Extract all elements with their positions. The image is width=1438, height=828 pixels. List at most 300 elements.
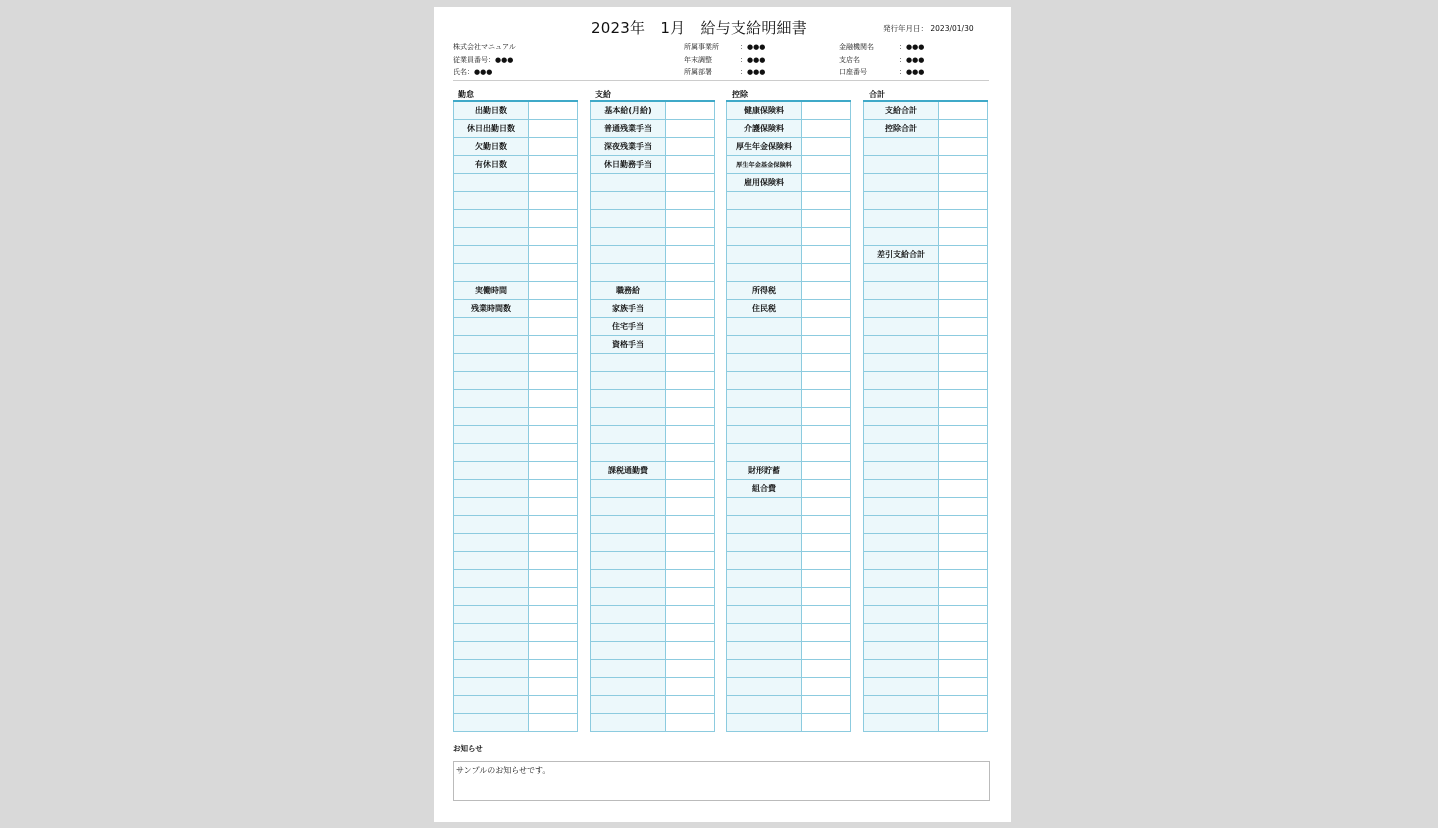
- table-row: [590, 336, 715, 354]
- row-label: [590, 372, 666, 389]
- row-value-cell[interactable]: [939, 318, 988, 335]
- table-row: [863, 318, 988, 336]
- row-label: [726, 210, 802, 227]
- row-label: [590, 444, 666, 461]
- table-row: [590, 174, 715, 192]
- row-label: [863, 696, 939, 713]
- row-value-cell[interactable]: [802, 408, 851, 425]
- row-value-cell[interactable]: [529, 318, 578, 335]
- row-value-cell[interactable]: [939, 426, 988, 443]
- row-label: [863, 282, 939, 299]
- row-value-cell[interactable]: [666, 426, 715, 443]
- table-row: [453, 714, 578, 732]
- row-value-cell[interactable]: [802, 336, 851, 353]
- row-label: [590, 714, 666, 731]
- table-row: [863, 588, 988, 606]
- table-row: [726, 444, 851, 462]
- table-row: [590, 264, 715, 282]
- table-row: [590, 570, 715, 588]
- table-row: [726, 102, 851, 120]
- row-label: [726, 588, 802, 605]
- table-row: [590, 444, 715, 462]
- table-row: [590, 228, 715, 246]
- row-value-cell[interactable]: [666, 120, 715, 137]
- row-label: [863, 210, 939, 227]
- row-label: [590, 498, 666, 515]
- row-value-cell[interactable]: [666, 606, 715, 623]
- row-value-cell[interactable]: [939, 210, 988, 227]
- table-row: [453, 138, 578, 156]
- table-row: [590, 138, 715, 156]
- row-label: [453, 210, 529, 227]
- table-row: [590, 678, 715, 696]
- table-row: [726, 246, 851, 264]
- row-value-cell[interactable]: [666, 534, 715, 551]
- row-label: [726, 714, 802, 731]
- row-label: [726, 498, 802, 515]
- row-label: 深夜残業手当: [590, 138, 666, 155]
- row-value-cell[interactable]: [939, 570, 988, 587]
- row-value-cell[interactable]: [939, 336, 988, 353]
- row-value-cell[interactable]: [802, 120, 851, 137]
- row-value-cell[interactable]: [666, 624, 715, 641]
- row-label: [726, 534, 802, 551]
- row-label: 有休日数: [453, 156, 529, 173]
- row-value-cell[interactable]: [802, 156, 851, 173]
- row-value-cell[interactable]: [939, 390, 988, 407]
- section-payment-label: 支給: [595, 90, 611, 99]
- row-value-cell[interactable]: [939, 498, 988, 515]
- table-row: [590, 192, 715, 210]
- row-label: [863, 174, 939, 191]
- row-label: [590, 390, 666, 407]
- row-value-cell[interactable]: [666, 264, 715, 281]
- row-label: [453, 498, 529, 515]
- table-row: [726, 264, 851, 282]
- table-row: [590, 390, 715, 408]
- row-value-cell[interactable]: [529, 660, 578, 677]
- row-value-cell[interactable]: [802, 192, 851, 209]
- row-value-cell[interactable]: [939, 354, 988, 371]
- row-label: [726, 318, 802, 335]
- row-value-cell[interactable]: [529, 426, 578, 443]
- row-value-cell[interactable]: [939, 462, 988, 479]
- row-label: [863, 228, 939, 245]
- row-value-cell[interactable]: [529, 534, 578, 551]
- row-value-cell[interactable]: [939, 534, 988, 551]
- row-value-cell[interactable]: [666, 318, 715, 335]
- table-row: [863, 102, 988, 120]
- row-label: 組合費: [726, 480, 802, 497]
- row-value-cell[interactable]: [939, 156, 988, 173]
- row-value-cell[interactable]: [529, 642, 578, 659]
- row-value-cell[interactable]: [939, 174, 988, 191]
- row-label: [590, 516, 666, 533]
- row-label: [590, 264, 666, 281]
- row-value-cell[interactable]: [939, 660, 988, 677]
- row-value-cell[interactable]: [529, 480, 578, 497]
- table-row: [726, 642, 851, 660]
- row-value-cell[interactable]: [666, 156, 715, 173]
- row-value-cell[interactable]: [802, 606, 851, 623]
- table-row: [726, 282, 851, 300]
- row-value-cell[interactable]: [529, 228, 578, 245]
- row-label: [453, 480, 529, 497]
- row-value-cell[interactable]: [802, 138, 851, 155]
- row-value-cell[interactable]: [802, 714, 851, 731]
- row-value-cell[interactable]: [802, 660, 851, 677]
- row-value-cell[interactable]: [529, 102, 578, 119]
- row-label: 財形貯蓄: [726, 462, 802, 479]
- row-label: [726, 192, 802, 209]
- row-value-cell[interactable]: [666, 660, 715, 677]
- row-value-cell[interactable]: [666, 462, 715, 479]
- row-label: [726, 390, 802, 407]
- row-value-cell[interactable]: [529, 354, 578, 371]
- row-value-cell[interactable]: [939, 408, 988, 425]
- table-row: [590, 462, 715, 480]
- row-label: [863, 462, 939, 479]
- table-row: [726, 516, 851, 534]
- row-value-cell[interactable]: [529, 300, 578, 317]
- table-row: [453, 444, 578, 462]
- row-label: [590, 660, 666, 677]
- row-value-cell[interactable]: [666, 642, 715, 659]
- table-row: [726, 390, 851, 408]
- row-label: [453, 372, 529, 389]
- total-table: [863, 100, 988, 732]
- row-value-cell[interactable]: [666, 678, 715, 695]
- table-row: [590, 426, 715, 444]
- row-value-cell[interactable]: [939, 588, 988, 605]
- row-value-cell[interactable]: [939, 444, 988, 461]
- row-label: [863, 426, 939, 443]
- row-value-cell[interactable]: [802, 462, 851, 479]
- row-value-cell[interactable]: [939, 192, 988, 209]
- issue-date: 発行年月日： 2023/01/30: [883, 24, 974, 33]
- row-label: [453, 462, 529, 479]
- row-value-cell[interactable]: [529, 696, 578, 713]
- row-value-cell[interactable]: [666, 138, 715, 155]
- row-value-cell[interactable]: [666, 174, 715, 191]
- table-row: [453, 174, 578, 192]
- row-value-cell[interactable]: [666, 480, 715, 497]
- row-label: [863, 660, 939, 677]
- table-row: [863, 678, 988, 696]
- row-value-cell[interactable]: [529, 192, 578, 209]
- row-label: [726, 354, 802, 371]
- table-row: [453, 354, 578, 372]
- row-value-cell[interactable]: [666, 210, 715, 227]
- row-value-cell[interactable]: [666, 498, 715, 515]
- table-row: [453, 570, 578, 588]
- table-row: [863, 210, 988, 228]
- row-value-cell[interactable]: [666, 246, 715, 263]
- row-value-cell[interactable]: [802, 426, 851, 443]
- row-value-cell[interactable]: [802, 678, 851, 695]
- row-value-cell[interactable]: [666, 552, 715, 569]
- row-label: [726, 372, 802, 389]
- row-label: [453, 246, 529, 263]
- page-title: 2023年 1月 給与支給明細書: [591, 19, 807, 37]
- row-label: [453, 390, 529, 407]
- row-value-cell[interactable]: [939, 228, 988, 245]
- table-row: [726, 534, 851, 552]
- row-value-cell[interactable]: [802, 228, 851, 245]
- row-label: [863, 642, 939, 659]
- table-row: [453, 318, 578, 336]
- table-row: [726, 210, 851, 228]
- notice-text: サンプルのお知らせです。: [456, 766, 551, 775]
- row-value-cell[interactable]: [529, 336, 578, 353]
- row-value-cell[interactable]: [802, 588, 851, 605]
- row-label: [863, 138, 939, 155]
- table-row: [726, 480, 851, 498]
- row-value-cell[interactable]: [802, 534, 851, 551]
- row-label: [453, 588, 529, 605]
- table-row: [863, 606, 988, 624]
- row-label: [863, 192, 939, 209]
- table-row: [590, 624, 715, 642]
- table-row: [453, 624, 578, 642]
- row-value-cell[interactable]: [666, 192, 715, 209]
- row-label: 家族手当: [590, 300, 666, 317]
- row-label: [726, 678, 802, 695]
- row-value-cell[interactable]: [529, 174, 578, 191]
- table-row: [453, 228, 578, 246]
- row-label: 基本給(月給): [590, 102, 666, 119]
- table-row: [453, 192, 578, 210]
- row-value-cell[interactable]: [802, 390, 851, 407]
- row-label: [863, 588, 939, 605]
- deduction-table: [726, 100, 851, 732]
- row-label: 差引支給合計: [863, 246, 939, 263]
- row-value-cell[interactable]: [529, 588, 578, 605]
- row-value-cell[interactable]: [529, 498, 578, 515]
- year-end-value: ：●●●: [740, 55, 766, 64]
- row-value-cell[interactable]: [666, 696, 715, 713]
- row-value-cell[interactable]: [666, 588, 715, 605]
- row-value-cell[interactable]: [529, 606, 578, 623]
- row-label: [590, 426, 666, 443]
- row-value-cell[interactable]: [666, 372, 715, 389]
- row-label: [453, 174, 529, 191]
- row-value-cell[interactable]: [529, 552, 578, 569]
- office-label: 所属事業所: [684, 43, 719, 51]
- table-row: [726, 624, 851, 642]
- row-label: [590, 174, 666, 191]
- row-value-cell[interactable]: [529, 282, 578, 299]
- row-label: [590, 552, 666, 569]
- table-row: [863, 390, 988, 408]
- row-label: 健康保険料: [726, 102, 802, 119]
- row-value-cell[interactable]: [802, 102, 851, 119]
- row-value-cell[interactable]: [802, 174, 851, 191]
- row-label: [453, 570, 529, 587]
- table-row: [453, 282, 578, 300]
- table-row: [863, 228, 988, 246]
- account-no-label: 口座番号: [839, 68, 867, 76]
- row-value-cell[interactable]: [666, 390, 715, 407]
- row-value-cell[interactable]: [802, 552, 851, 569]
- row-value-cell[interactable]: [666, 282, 715, 299]
- row-value-cell[interactable]: [529, 138, 578, 155]
- row-value-cell[interactable]: [529, 408, 578, 425]
- row-value-cell[interactable]: [802, 624, 851, 641]
- row-value-cell[interactable]: [666, 570, 715, 587]
- row-value-cell[interactable]: [939, 480, 988, 497]
- row-value-cell[interactable]: [802, 696, 851, 713]
- row-label: [590, 624, 666, 641]
- row-value-cell[interactable]: [802, 264, 851, 281]
- row-value-cell[interactable]: [529, 444, 578, 461]
- table-row: [453, 426, 578, 444]
- row-value-cell[interactable]: [939, 102, 988, 119]
- row-value-cell[interactable]: [529, 516, 578, 533]
- row-label: 住民税: [726, 300, 802, 317]
- row-label: 課税通勤費: [590, 462, 666, 479]
- row-label: [726, 696, 802, 713]
- table-row: [453, 606, 578, 624]
- row-value-cell[interactable]: [802, 282, 851, 299]
- table-row: [863, 498, 988, 516]
- table-row: [726, 192, 851, 210]
- payment-table: [590, 100, 715, 732]
- row-value-cell[interactable]: [666, 300, 715, 317]
- row-value-cell[interactable]: [939, 606, 988, 623]
- row-value-cell[interactable]: [802, 570, 851, 587]
- table-row: [453, 480, 578, 498]
- row-value-cell[interactable]: [939, 372, 988, 389]
- row-label: [590, 192, 666, 209]
- table-row: [590, 606, 715, 624]
- row-label: [726, 408, 802, 425]
- table-row: [590, 552, 715, 570]
- table-row: [453, 336, 578, 354]
- row-value-cell[interactable]: [802, 516, 851, 533]
- row-value-cell[interactable]: [939, 264, 988, 281]
- table-row: [590, 534, 715, 552]
- row-value-cell[interactable]: [802, 444, 851, 461]
- row-value-cell[interactable]: [802, 372, 851, 389]
- row-value-cell[interactable]: [666, 408, 715, 425]
- row-value-cell[interactable]: [666, 336, 715, 353]
- table-row: [863, 624, 988, 642]
- row-value-cell[interactable]: [939, 696, 988, 713]
- row-value-cell[interactable]: [939, 516, 988, 533]
- row-value-cell[interactable]: [939, 624, 988, 641]
- table-row: [453, 372, 578, 390]
- row-value-cell[interactable]: [802, 300, 851, 317]
- table-row: [726, 678, 851, 696]
- row-value-cell[interactable]: [802, 480, 851, 497]
- row-label: [863, 372, 939, 389]
- row-label: [453, 678, 529, 695]
- row-label: [590, 408, 666, 425]
- row-value-cell[interactable]: [529, 246, 578, 263]
- table-row: [863, 264, 988, 282]
- row-label: [863, 408, 939, 425]
- row-value-cell[interactable]: [802, 318, 851, 335]
- table-row: [590, 588, 715, 606]
- notice-box: [453, 761, 990, 801]
- table-row: [453, 120, 578, 138]
- row-label: 実働時間: [453, 282, 529, 299]
- row-value-cell[interactable]: [939, 120, 988, 137]
- row-value-cell[interactable]: [529, 210, 578, 227]
- row-value-cell[interactable]: [529, 120, 578, 137]
- row-value-cell[interactable]: [802, 642, 851, 659]
- row-value-cell[interactable]: [529, 390, 578, 407]
- row-label: [726, 660, 802, 677]
- row-value-cell[interactable]: [802, 210, 851, 227]
- row-value-cell[interactable]: [939, 714, 988, 731]
- row-value-cell[interactable]: [802, 498, 851, 515]
- table-row: [863, 246, 988, 264]
- table-row: [863, 570, 988, 588]
- row-value-cell[interactable]: [529, 570, 578, 587]
- row-value-cell[interactable]: [666, 354, 715, 371]
- office-info: [684, 41, 765, 79]
- row-value-cell[interactable]: [939, 642, 988, 659]
- bank-name-label: 金融機関名: [839, 43, 874, 51]
- row-label: 欠勤日数: [453, 138, 529, 155]
- row-label: 所得税: [726, 282, 802, 299]
- table-row: [726, 606, 851, 624]
- row-value-cell[interactable]: [529, 678, 578, 695]
- row-value-cell[interactable]: [666, 228, 715, 245]
- row-value-cell[interactable]: [666, 516, 715, 533]
- table-row: [590, 714, 715, 732]
- row-value-cell[interactable]: [802, 246, 851, 263]
- row-value-cell[interactable]: [529, 264, 578, 281]
- table-row: [590, 102, 715, 120]
- row-value-cell[interactable]: [939, 282, 988, 299]
- row-value-cell[interactable]: [939, 138, 988, 155]
- row-value-cell[interactable]: [529, 372, 578, 389]
- table-row: [863, 714, 988, 732]
- row-value-cell[interactable]: [802, 354, 851, 371]
- table-row: [453, 660, 578, 678]
- row-label: [863, 534, 939, 551]
- row-value-cell[interactable]: [529, 714, 578, 731]
- row-value-cell[interactable]: [529, 156, 578, 173]
- row-label: 休日勤務手当: [590, 156, 666, 173]
- row-label: [453, 642, 529, 659]
- row-value-cell[interactable]: [939, 678, 988, 695]
- row-value-cell[interactable]: [939, 552, 988, 569]
- row-value-cell[interactable]: [939, 300, 988, 317]
- row-label: 職務給: [590, 282, 666, 299]
- table-row: [726, 426, 851, 444]
- row-label: [453, 444, 529, 461]
- table-row: [590, 300, 715, 318]
- row-label: [590, 210, 666, 227]
- row-value-cell[interactable]: [529, 462, 578, 479]
- row-value-cell[interactable]: [666, 102, 715, 119]
- row-value-cell[interactable]: [666, 714, 715, 731]
- row-label: [863, 498, 939, 515]
- row-label: [453, 426, 529, 443]
- row-value-cell[interactable]: [529, 624, 578, 641]
- row-label: [590, 354, 666, 371]
- row-value-cell[interactable]: [939, 246, 988, 263]
- row-label: 介護保険料: [726, 120, 802, 137]
- section-attendance-label: 勤怠: [458, 90, 474, 99]
- row-label: [726, 444, 802, 461]
- table-row: [590, 498, 715, 516]
- row-value-cell[interactable]: [666, 444, 715, 461]
